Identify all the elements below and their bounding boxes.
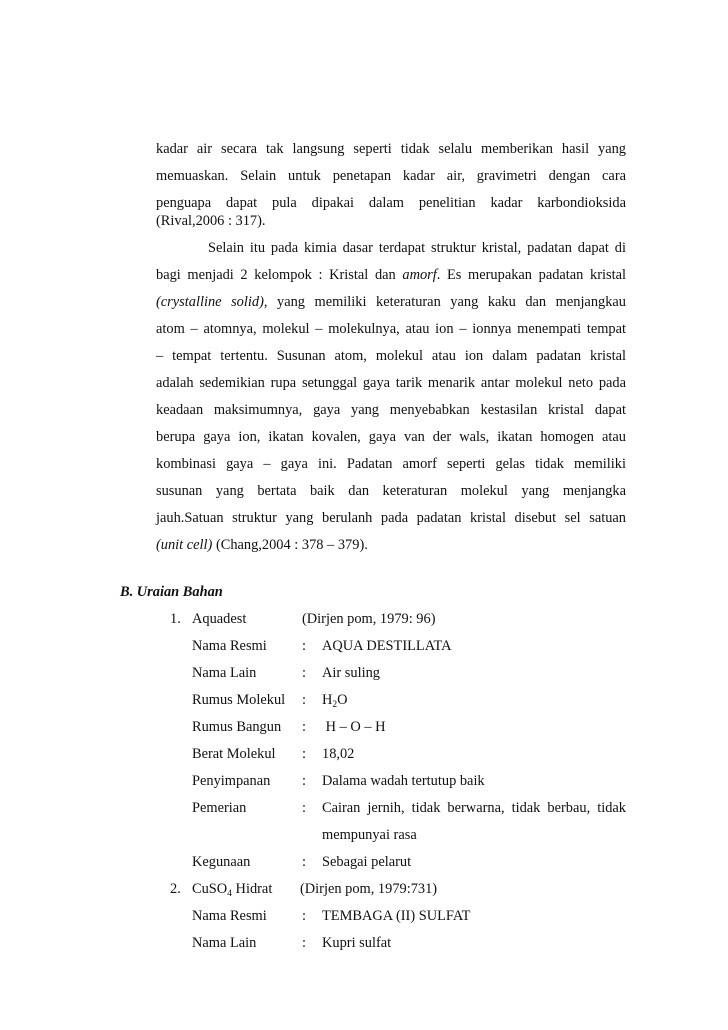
field-label: Rumus Molekul [192,692,286,708]
field-colon: : [302,773,306,789]
paragraph-line: atom – atomnya, molekul – molekulnya, atau ion – ionnya menempati tempat [156,321,626,337]
field-value: Sebagai pelarut [322,854,412,870]
paragraph-line: keadaan maksimumnya, gaya yang menyebabkan kestasilan kristal dapat [156,402,626,418]
paragraph-line: memuaskan. Selain untuk penetapan kadar air, gravimetri dengan cara [156,168,626,184]
field-colon: : [302,908,306,924]
field-colon: : [302,692,306,708]
field-value: AQUA DESTILLATA [322,638,452,654]
field-colon: : [302,800,306,816]
paragraph-line: adalah sedemikian rupa setunggal gaya tarik menarik antar molekul neto pada [156,375,626,391]
field-label: Rumus Bangun [192,719,282,735]
list-number: 2. [170,881,181,897]
field-value: Cairan jernih, tidak berwarna, tidak berbau, tidak [322,800,626,816]
paragraph-line: bagi menjadi 2 kelompok : Kristal dan amorf. Es merupakan padatan kristal [156,267,626,283]
italic-term: (crystalline solid) [156,294,264,310]
field-value-formula: $H_2O$ [322,692,348,710]
italic-term: (unit cell) [156,537,213,553]
field-value: Air suling [322,665,380,681]
field-value: Dalama wadah tertutup baik [322,773,485,789]
paragraph-line: (unit cell) (Chang,2004 : 378 – 379). [156,537,368,553]
field-value-continued: mempunyai rasa [322,827,417,843]
section-heading: B. Uraian Bahan [120,584,223,600]
paragraph-line: – tempat tertentu. Susunan atom, molekul atau ion dalam padatan kristal [156,348,626,364]
field-value: 18,02 [322,746,355,762]
field-label: Nama Lain [192,935,257,951]
field-value: TEMBAGA (II) SULFAT [322,908,471,924]
paragraph-line: kombinasi gaya – gaya ini. Padatan amorf seperti gelas tidak memiliki [156,456,626,472]
paragraph-line: (Rival,2006 : 317). [156,213,266,229]
field-colon: : [302,638,306,654]
material-name: Aquadest [192,611,247,627]
material-name: CuSO$_4$ Hidrat [192,881,273,899]
field-colon: : [302,746,306,762]
field-colon: : [302,935,306,951]
field-label: Kegunaan [192,854,251,870]
field-label: Nama Resmi [192,638,267,654]
field-label: Berat Molekul [192,746,276,762]
paragraph-line: (crystalline solid), yang memiliki keteraturan yang kaku dan menjangkau [156,294,626,310]
field-value: Kupri sulfat [322,935,392,951]
reference: (Dirjen pom, 1979: 96) [302,611,436,627]
field-value: H – O – H [322,719,386,735]
field-colon: : [302,719,306,735]
list-number: 1. [170,611,181,627]
field-label: Penyimpanan [192,773,271,789]
paragraph-line: Selain itu pada kimia dasar terdapat struktur kristal, padatan dapat di [208,240,626,256]
field-label: Pemerian [192,800,247,816]
paragraph-line: susunan yang bertata baik dan keteraturan molekul yang menjangka [156,483,626,499]
field-label: Nama Resmi [192,908,267,924]
field-colon: : [302,854,306,870]
paragraph-line: berupa gaya ion, ikatan kovalen, gaya van der wals, ikatan homogen atau [156,429,626,445]
paragraph-line: jauh.Satuan struktur yang berulanh pada padatan kristal disebut sel satuan [156,510,626,526]
paragraph-line: penguapa dapat pula dipakai dalam penelitian kadar karbondioksida [156,195,626,211]
field-colon: : [302,665,306,681]
reference: (Dirjen pom, 1979:731) [300,881,438,897]
field-label: Nama Lain [192,665,257,681]
italic-term: amorf [402,267,437,283]
paragraph-line: kadar air secara tak langsung seperti tidak selalu memberikan hasil yang [156,141,626,157]
